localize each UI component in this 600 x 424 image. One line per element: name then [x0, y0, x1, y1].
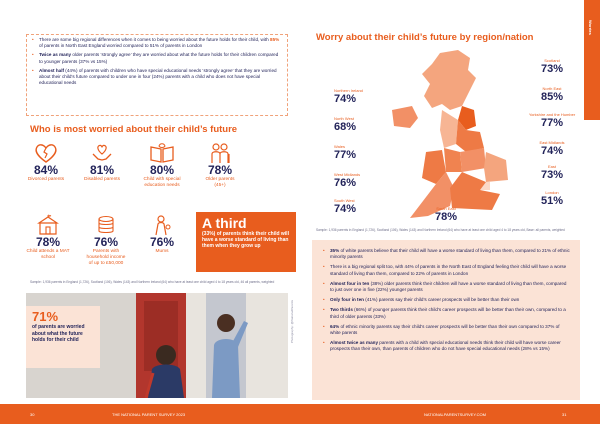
- right-page-number: 31: [562, 412, 567, 417]
- seventy-one-percent-callout: [26, 306, 100, 368]
- region-east: [530, 164, 574, 181]
- left-section-title: Who is most worried about their child’s future: [30, 124, 238, 135]
- scotland-region: [422, 50, 476, 110]
- footer-website: NATIONALPARENTSURVEY.COM: [424, 412, 486, 417]
- page-footer: [0, 404, 600, 424]
- finding-bullet: • Two thirds (66%) of younger parents think their child’s career prospects will be better than their own, compared to a third of older parents (33%): [322, 307, 570, 320]
- stat-household-income: [84, 214, 128, 267]
- region-north-east: [530, 86, 574, 103]
- region-name: North West: [334, 116, 354, 121]
- left-source-note: Sample: 1,936 parents in England (1,726), Scotland (106), Wales (143) and Northern Ireland (64) who have at least one child aged 4 to 18 years old, 46 all parents, weighted: [30, 280, 275, 284]
- region-name: London: [545, 190, 559, 195]
- left-page-number: 30: [30, 412, 35, 417]
- finding-bullet: • 35% of white parents believe that their child will have a worse standard of living than them, compared to 21% of ethnic minority parents: [322, 248, 570, 261]
- stat-divorced-parents: [26, 142, 66, 183]
- stat-label: Divorced parents: [27, 177, 65, 182]
- stat-value: 80%: [149, 163, 175, 177]
- region-name: South West: [334, 198, 355, 203]
- right-source-note: Sample: 1,936 parents in England (1,726), Scotland (106), Wales (143) and Northern Ireland (64) who have at least one child aged 4 to 18 years old, Base: all parents, weighted: [316, 228, 565, 232]
- stat-label: Child with special education needs: [143, 177, 181, 188]
- region-yorkshire: [528, 112, 576, 129]
- region-value: 74%: [334, 203, 357, 215]
- stat-value: 84%: [33, 163, 59, 177]
- finding-bullet: • There are some big regional differences when it comes to being worried about the future holds for their child, with 85% of parents in North East England worried compared to 51% of parents in London: [31, 37, 281, 49]
- region-name: Wales: [334, 144, 345, 149]
- finding-bullet: • 64% of ethnic minority parents say their child’s career prospects will be better than their own compared to 37% of white parents: [322, 324, 570, 337]
- right-section-title: Worry about their child’s future by region/nation: [316, 32, 534, 43]
- stat-value: 78%: [35, 235, 61, 249]
- finding-bullet: • Only four in ten (41%) parents say their child’s career prospects will be better than their own: [322, 297, 570, 303]
- east-region: [484, 152, 508, 182]
- finding-bullet: • Twice as many older parents ‘strongly agree’ they are worried about what the future holds for their children compared to younger parents (37% vs 15%): [31, 52, 281, 64]
- stat-mums: [142, 214, 182, 255]
- stat-label: Disabled parents: [84, 177, 120, 182]
- footer-survey-title: THE NATIONAL PARENT SURVEY 2023: [112, 412, 186, 417]
- region-value: 73%: [540, 169, 564, 181]
- stat-mat-school: [26, 214, 70, 261]
- region-name: South East: [436, 206, 456, 211]
- region-london: [530, 190, 574, 207]
- stat-value: 81%: [89, 163, 115, 177]
- stat-label: Mums: [155, 249, 169, 254]
- stat-value: 78%: [207, 163, 233, 177]
- callout-headline: A third: [202, 215, 247, 231]
- older-couple-icon: [208, 142, 232, 164]
- region-value: 74%: [540, 145, 564, 157]
- key-findings-box: [26, 34, 288, 116]
- region-name: North East: [542, 86, 562, 91]
- region-name: Yorkshire and the Humber: [528, 112, 576, 117]
- stat-label: Older parents (45+): [205, 177, 235, 188]
- west-midlands-region: [444, 148, 462, 172]
- region-value: 77%: [334, 149, 357, 161]
- open-book-icon: [149, 142, 175, 164]
- callout-text: (33%) of parents think their child will have a worse standard of living than them when they grow up: [202, 231, 289, 250]
- stat-sen-child: [138, 142, 186, 189]
- region-value: 78%: [434, 211, 458, 223]
- section-side-tab: [584, 0, 600, 120]
- region-value: 68%: [334, 121, 357, 133]
- region-value: 85%: [540, 91, 564, 103]
- region-south-east: [426, 206, 466, 223]
- region-wales: [334, 144, 356, 161]
- region-east-midlands: [530, 140, 574, 157]
- school-icon: [36, 214, 60, 236]
- region-name: Northern Ireland: [334, 88, 363, 93]
- stat-label: Parents with household income of up to £50,000: [86, 249, 126, 266]
- finding-bullet: • Almost four in ten (38%) older parents think their children will have a worse standard of living than them, compared to just over one in five (22%) younger parents: [322, 281, 570, 294]
- findings-panel: [312, 240, 580, 400]
- region-south-west: [334, 198, 356, 215]
- east-midlands-region: [460, 148, 486, 172]
- finding-bullet: • Almost half (44%) of parents with children who have special educational needs ‘strongly agree’ that they are worried about their child’s future compared to under one in four (24%) parents with a child who does not have special educational needs: [31, 68, 281, 87]
- region-name: West Midlands: [334, 172, 361, 177]
- north-west-region: [440, 110, 458, 148]
- stat-value: 76%: [93, 235, 119, 249]
- region-value: 77%: [540, 117, 564, 129]
- a-third-callout: [196, 212, 296, 272]
- region-name: Scotland: [544, 58, 560, 63]
- mum-icon: [150, 214, 174, 236]
- region-north-west: [334, 116, 356, 133]
- finding-bullet: • There is a big regional split too, with 44% of parents in the North East of England feeling their child will have a worse standard of living than them, compared to 22% of parents in London: [322, 264, 570, 277]
- region-west-midlands: [334, 172, 360, 189]
- callout-text: of parents are worried about what the future holds for their child: [32, 324, 85, 344]
- stat-older-parents: [200, 142, 240, 189]
- coins-icon: [94, 214, 118, 236]
- callout-headline: 71%: [32, 309, 59, 324]
- stat-disabled-parents: [82, 142, 122, 183]
- northern-ireland-region: [392, 106, 418, 128]
- stat-value: 76%: [149, 235, 175, 249]
- region-value: 76%: [334, 177, 357, 189]
- region-value: 74%: [334, 93, 357, 105]
- side-tab-label: Worries: [588, 20, 593, 35]
- region-name: East: [547, 164, 556, 169]
- broken-heart-icon: [34, 142, 58, 164]
- region-value: 73%: [540, 63, 564, 75]
- region-scotland: [530, 58, 574, 75]
- region-value: 51%: [540, 195, 564, 207]
- stat-label: Child attends a MAT school: [26, 249, 70, 260]
- photo-credit: Photography: @NationalParents: [290, 300, 294, 344]
- region-northern-ireland: [334, 88, 363, 105]
- finding-bullet: • Almost twice as many parents with a child with special educational needs think their child will have worse career prospects than their own, than parents of children who do not have special educational needs (28% vs 15%): [322, 340, 570, 353]
- region-name: East Midlands: [539, 140, 565, 145]
- heart-hands-icon: [90, 142, 114, 164]
